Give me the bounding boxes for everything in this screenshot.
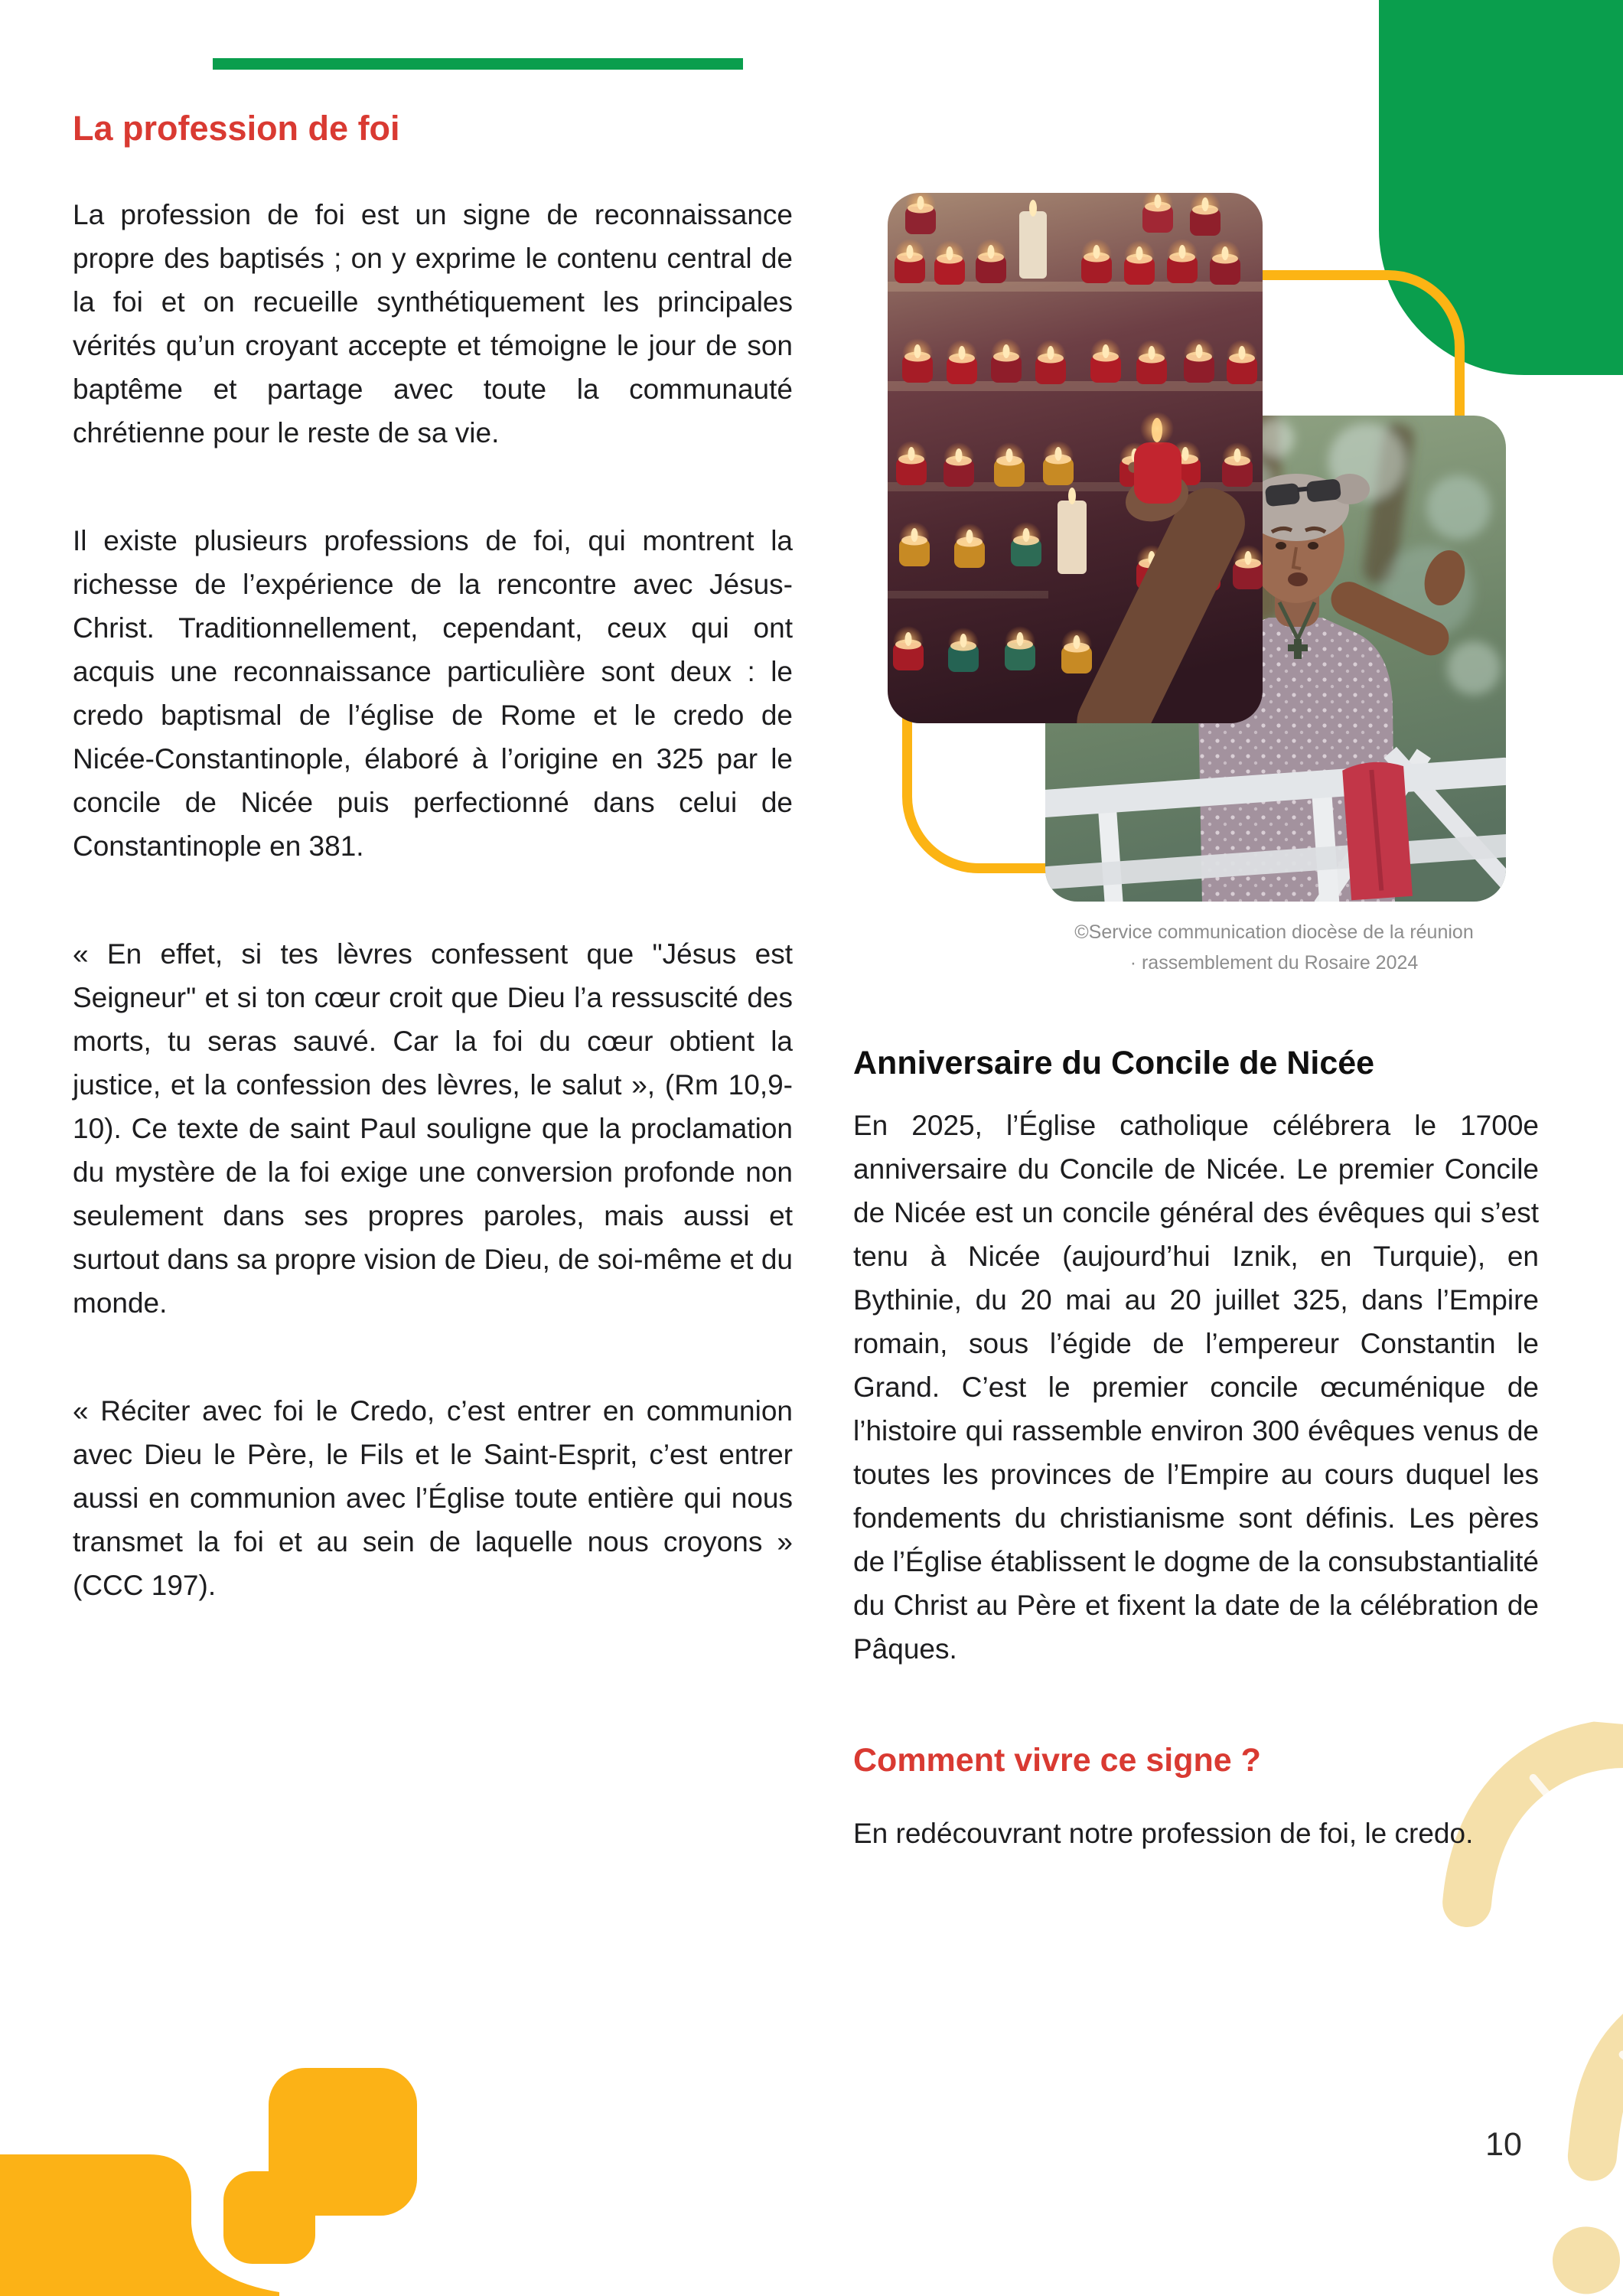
left-column (73, 107, 793, 1607)
photo-caption-line2: · rassemblement du Rosaire 2024 (1129, 952, 1419, 974)
green-accent-bar (213, 58, 743, 70)
body-paragraph-2: Il existe plusieurs professions de foi, qui montrent la richesse de l’expérience de la rencontre avec Jésus-Christ. Traditionnellement, cependant, ceux qui ont acquis une reconnaissance particulière sont deux : le credo baptismal de l’église de Rome et le credo de Nicée-Constantinople, élaboré à l’origine en 325 par le concile de Nicée puis perfectionné dans celui de Constantinople en 381. (73, 525, 793, 862)
section-heading-comment-vivre: Comment vivre ce signe ? (853, 1742, 1261, 1779)
closing-text: En redécouvrant notre profession de foi, le credo. (853, 1818, 1474, 1849)
body-paragraph-3: « En effet, si tes lèvres confessent que "Jésus est Seigneur" et si ton cœur croit que Dieu l’a ressuscité des morts, tu seras sauvé. Car la foi du cœur obtient la justice, et la confession des lèvres, le salut », (Rm 10,9-10). Ce texte de saint Paul souligne que la proclamation du mystère de la foi exige une conversion profonde non seulement dans ses propres paroles, mais aussi et surtout dans sa propre vision de Dieu, de soi-même et du monde. (73, 938, 793, 1319)
page-number: 10 (1485, 2126, 1522, 2163)
section-heading-anniversaire: Anniversaire du Concile de Nicée (853, 1045, 1375, 1081)
body-paragraph-4: « Réciter avec foi le Credo, c’est entrer en communion avec Dieu le Père, le Fils et le Saint-Esprit, c’est entrer aussi en communion avec l’Église toute entière qui nous transmet la foi et au sein de laquelle nous croyons » (CCC 197). (73, 1395, 793, 1601)
section-heading-profession-de-foi: La profession de foi (73, 109, 400, 148)
candles-photo (888, 193, 1263, 723)
body-paragraph-nicee: En 2025, l’Église catholique célébrera le 1700e anniversaire du Concile de Nicée. Le premier Concile de Nicée est un concile général des évêques qui s’est tenu à Nicée (aujourd’hui Iznik, en Turquie), en Bythinie, du 20 mai au 20 juillet 325, dans l’Empire romain, sous l’égide de l’empereur Constantin le Grand. C’est le premier concile œcuménique de l’histoire qui rassemble environ 300 évêques venus de toutes les provinces de l’Empire au cours duquel les fondements du christianisme sont définis. Les pères de l’Église établissent le dogme de la consubstantialité du Christ au Père et fixent la date de la célébration de Pâques. (853, 1110, 1539, 1665)
photo-caption-line1: ©Service communication diocèse de la réunion (1074, 921, 1474, 943)
photo-caption (1029, 917, 1519, 978)
right-column (853, 1042, 1539, 1855)
body-paragraph-1: La profession de foi est un signe de reconnaissance propre des baptisés ; on y exprime le contenu central de la foi et on recueille synthétiquement les principales vérités qu’un croyant accepte et témoigne le jour de son baptême et partage avec toute la communauté chrétienne pour le reste de sa vie. (73, 199, 793, 448)
amber-corner-shapes (0, 2059, 459, 2296)
